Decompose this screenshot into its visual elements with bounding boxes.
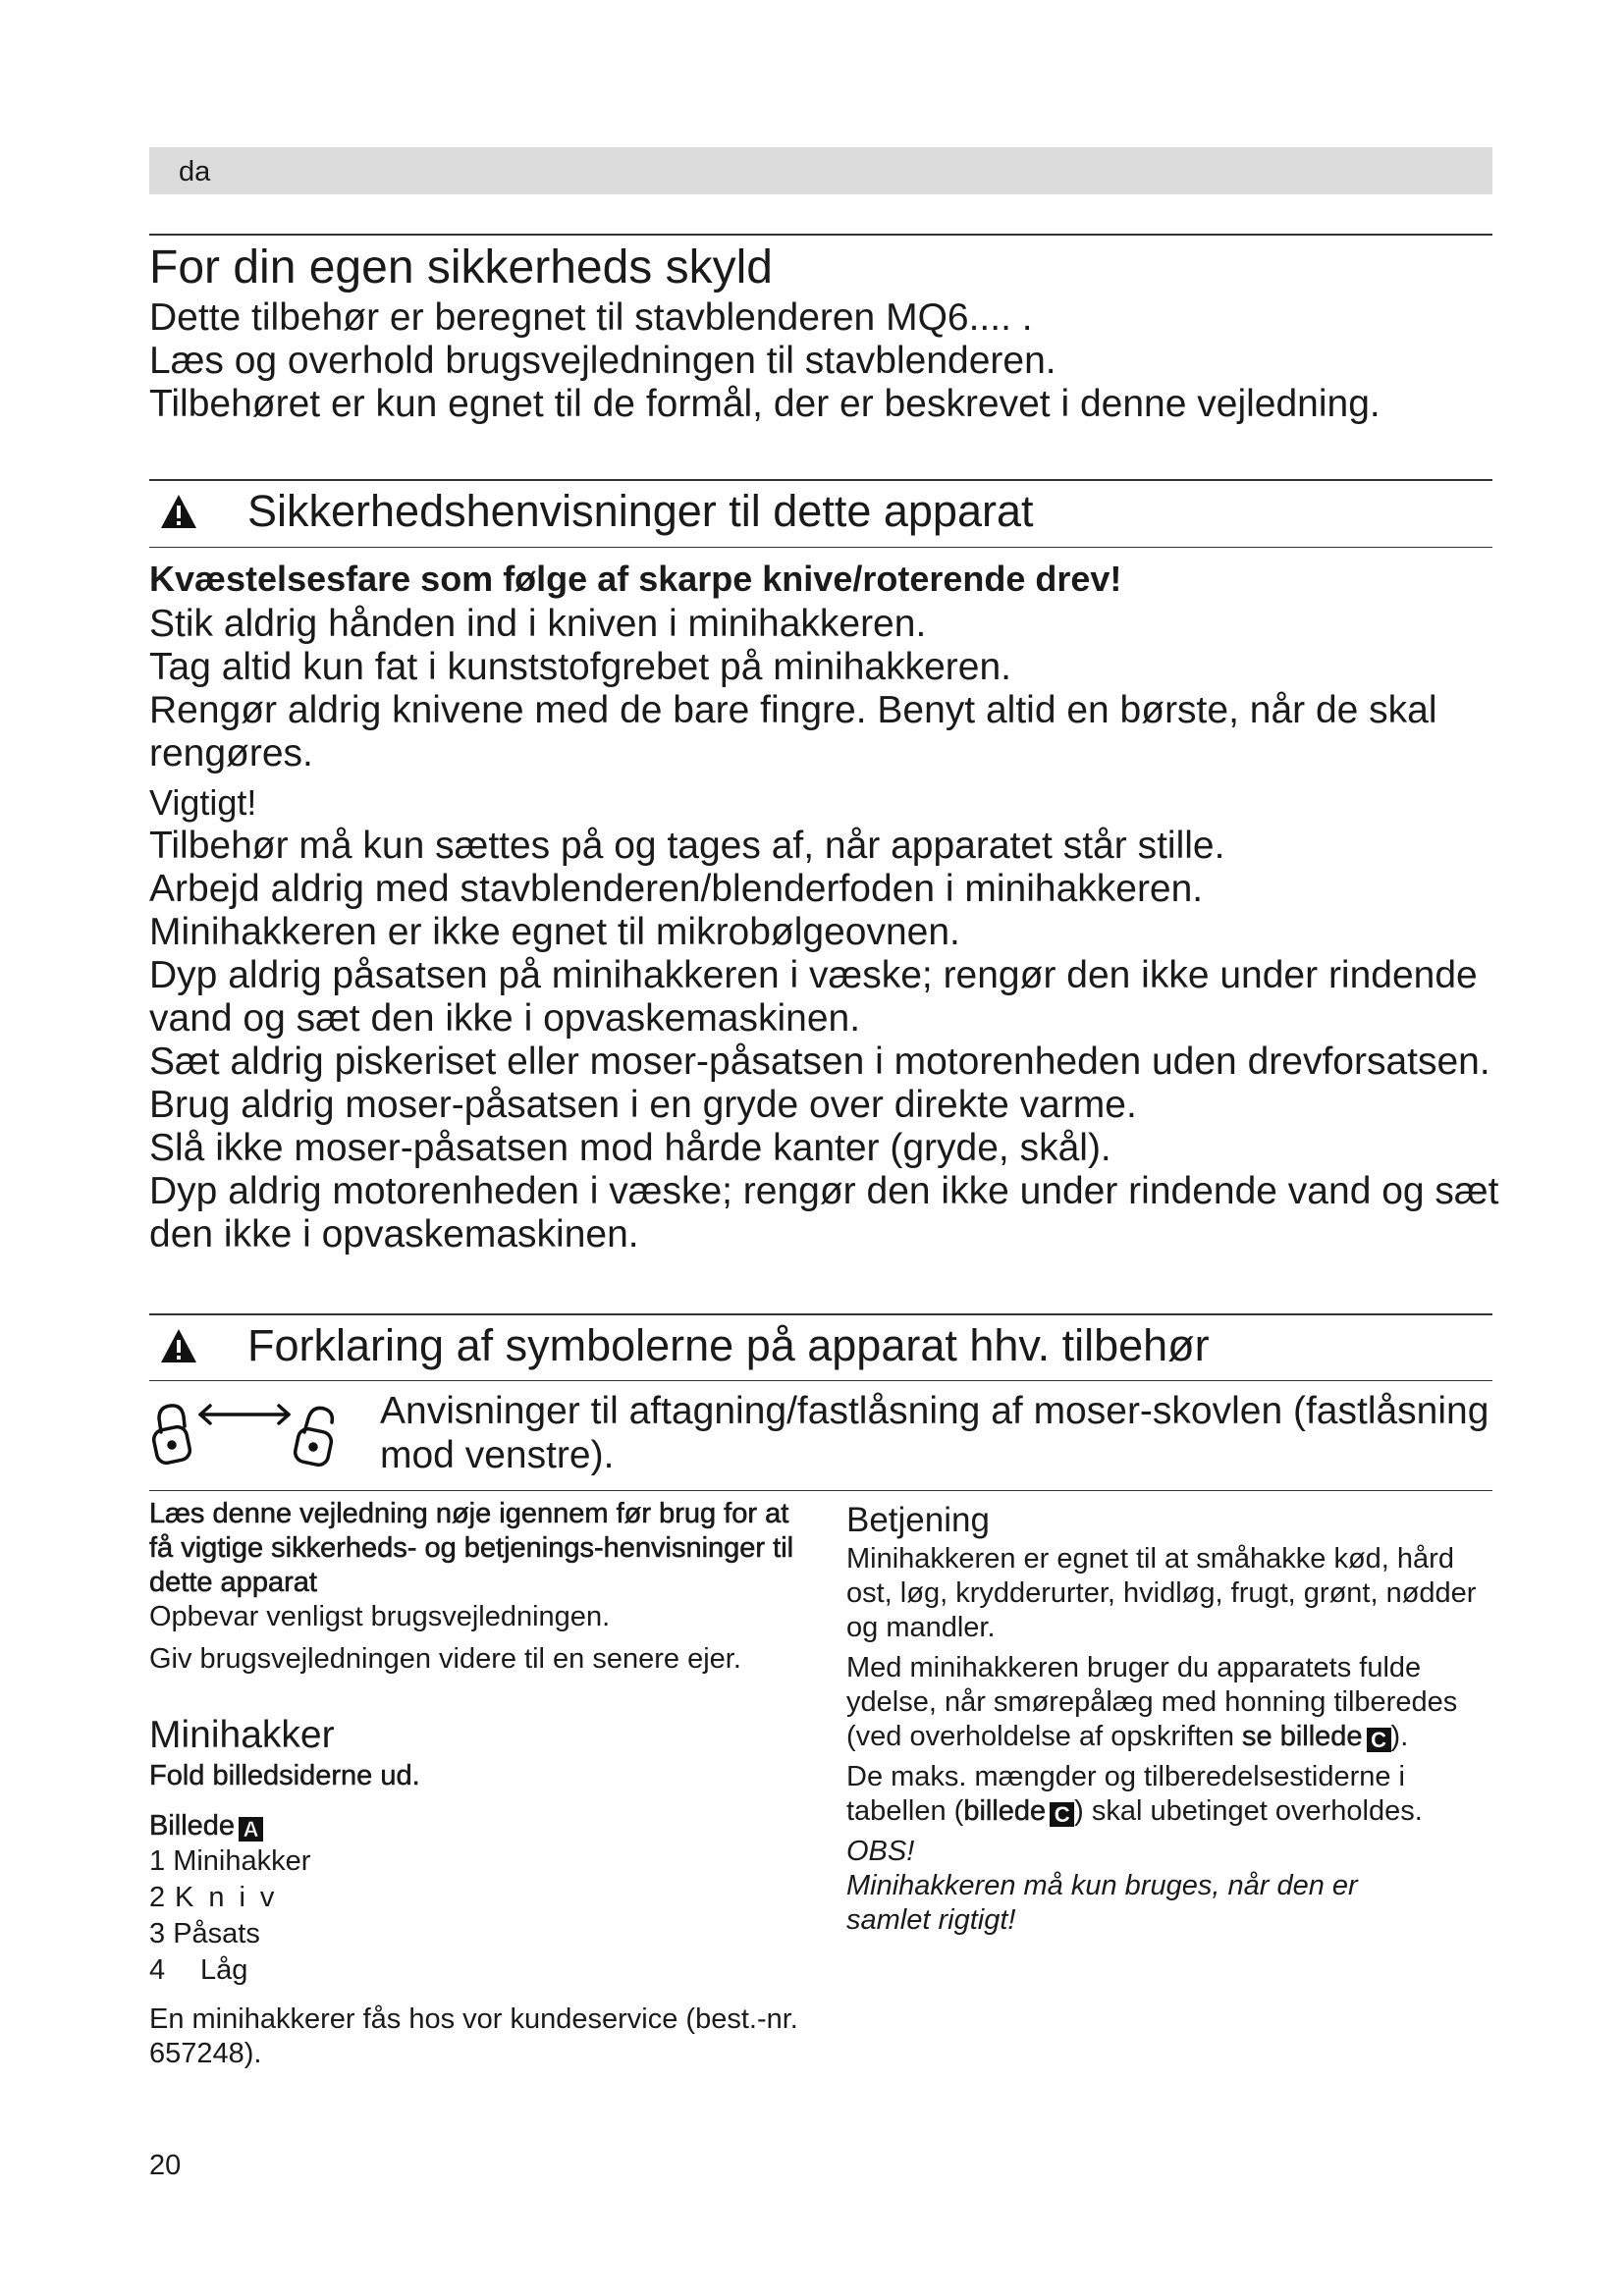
obs-label: OBS!	[846, 1836, 915, 1867]
left-column	[149, 1497, 817, 2071]
lock-symbol-text: Anvisninger til aftagning/fastlåsning af moser-skovlen (fastlåsning mod venstre).	[380, 1390, 1489, 1476]
danger-text	[149, 603, 1504, 775]
pass-note: Giv brugsvejledningen videre til en senere ejer.	[149, 1643, 741, 1675]
warning-icon	[159, 492, 198, 531]
page-number: 20	[149, 2150, 182, 2181]
paragraph-text: De maks. mængder og tilberedelsestiderne i tabellen (	[846, 1761, 1405, 1827]
important-line: Dyp aldrig motorenheden i væske; rengør den ikke under rindende vand og sæt den ikke i opvaskemaskinen.	[149, 1170, 1499, 1255]
divider	[149, 1490, 1492, 1491]
paragraph-end: ).	[1390, 1721, 1409, 1752]
intro-line: Dette tilbehør er beregnet til stavblenderen MQ6.... .	[149, 296, 1033, 339]
figure-letter-a: A	[239, 1817, 263, 1842]
keep-note: Opbevar venligst brugsvejledningen.	[149, 1601, 611, 1632]
symbols-heading-row	[149, 1319, 1210, 1372]
intro-line: Læs og overhold brugsvejledningen til stavblenderen.	[149, 340, 1056, 382]
divider	[149, 234, 1492, 236]
list-item	[149, 1843, 817, 1880]
figure-ref	[149, 1809, 817, 1843]
obs-text: Minihakkeren må kun bruges, når den er samlet rigtigt!	[846, 1870, 1358, 1936]
important-text	[149, 825, 1504, 1256]
part-number: 2	[149, 1882, 166, 1913]
figure-label: Billede	[149, 1810, 236, 1842]
important-line: Slå ikke moser-påsatsen mod hårde kanter (gryde, skål).	[149, 1127, 1111, 1169]
operation-paragraph	[846, 1651, 1492, 1754]
part-number: 4	[149, 1954, 166, 1986]
important-line: Tilbehør må kun sættes på og tages af, når apparatet står stille.	[149, 825, 1225, 867]
divider	[149, 479, 1492, 481]
intro-line: Tilbehøret er kun egnet til de formål, der er beskrevet i denne vejledning.	[149, 383, 1380, 425]
operation-paragraph	[846, 1760, 1492, 1829]
fold-note: Fold billedsiderne ud.	[149, 1760, 420, 1791]
language-bar	[149, 147, 1492, 194]
safety-heading-row	[149, 485, 1034, 538]
important-label: Vigtigt!	[149, 782, 257, 823]
important-line: Arbejd aldrig med stavblenderen/blenderfoden i minihakkeren.	[149, 868, 1204, 910]
right-column	[846, 1497, 1492, 1938]
lock-symbol-row	[149, 1389, 1492, 1487]
paragraph-end: ) skal ubetinget overholdes.	[1074, 1795, 1423, 1827]
part-name: Låg	[200, 1954, 248, 1986]
danger-line: Rengør aldrig knivene med de bare fingre. Benyt altid en børste, når de skal rengøres.	[149, 689, 1437, 774]
intro-text	[149, 296, 1504, 426]
danger-line: Tag altid kun fat i kunststofgrebet på minihakkeren.	[149, 646, 1011, 688]
divider	[149, 547, 1492, 548]
intro-title: For din egen sikkerheds skyld	[149, 241, 773, 294]
divider	[149, 1380, 1492, 1381]
important-line: Minihakkeren er ikke egnet til mikrobølgeovnen.	[149, 911, 960, 953]
important-line: Dyp aldrig påsatsen på minihakkeren i væske; rengør den ikke under rindende vand og sæt den ikke i opvaskemaskinen.	[149, 954, 1478, 1040]
important-line: Brug aldrig moser-påsatsen i en gryde over direkte varme.	[149, 1084, 1137, 1126]
danger-heading: Kvæstelsesfare som følge af skarpe knive/roterende drev!	[149, 559, 1122, 599]
warning-icon	[159, 1326, 198, 1365]
list-item	[149, 1880, 817, 1916]
important-line: Sæt aldrig piskeriset eller moser-påsatsen i motorenheden uden drevforsatsen.	[149, 1041, 1490, 1083]
service-note: En minihakkerer fås hos vor kundeservice (best.-nr. 657248).	[149, 2003, 798, 2069]
symbols-heading: Forklaring af symbolerne på apparat hhv. tilbehør	[247, 1320, 1210, 1370]
part-name: Minihakker	[173, 1845, 311, 1877]
part-name: Kniv	[175, 1882, 290, 1913]
figure-letter-c: C	[1367, 1728, 1391, 1752]
minihakker-title: Minihakker	[149, 1714, 335, 1756]
list-item	[149, 1952, 817, 1989]
list-item	[149, 1916, 817, 1952]
paragraph-text: Med minihakkeren bruger du apparatets fulde ydelse, når smørepålæg med honning tilberedes (ved overholdelse af opskriften	[846, 1652, 1458, 1752]
figure-letter-c: C	[1050, 1802, 1074, 1827]
part-name: Påsats	[173, 1918, 260, 1949]
read-note: Læs denne vejledning nøje igennem før brug for at få vigtige sikkerheds- og betjenings-henvisninger til dette apparat	[149, 1498, 794, 1598]
parts-list	[149, 1843, 817, 1989]
divider	[149, 1313, 1492, 1315]
safety-heading: Sikkerhedshenvisninger til dette apparat	[247, 486, 1034, 536]
operation-paragraph: Minihakkeren er egnet til at småhakke kød, hård ost, løg, krydderurter, hvidløg, frugt, grønt, nødder og mandler.	[846, 1543, 1477, 1643]
figure-ref-text: billede	[963, 1795, 1047, 1827]
figure-ref-text: se billede	[1242, 1721, 1363, 1752]
operation-title: Betjening	[846, 1501, 990, 1539]
part-number: 3	[149, 1918, 166, 1949]
danger-line: Stik aldrig hånden ind i kniven i minihakkeren.	[149, 603, 927, 645]
part-number: 1	[149, 1845, 166, 1877]
language-code: da	[179, 156, 211, 187]
lock-unlock-icon	[149, 1397, 341, 1475]
